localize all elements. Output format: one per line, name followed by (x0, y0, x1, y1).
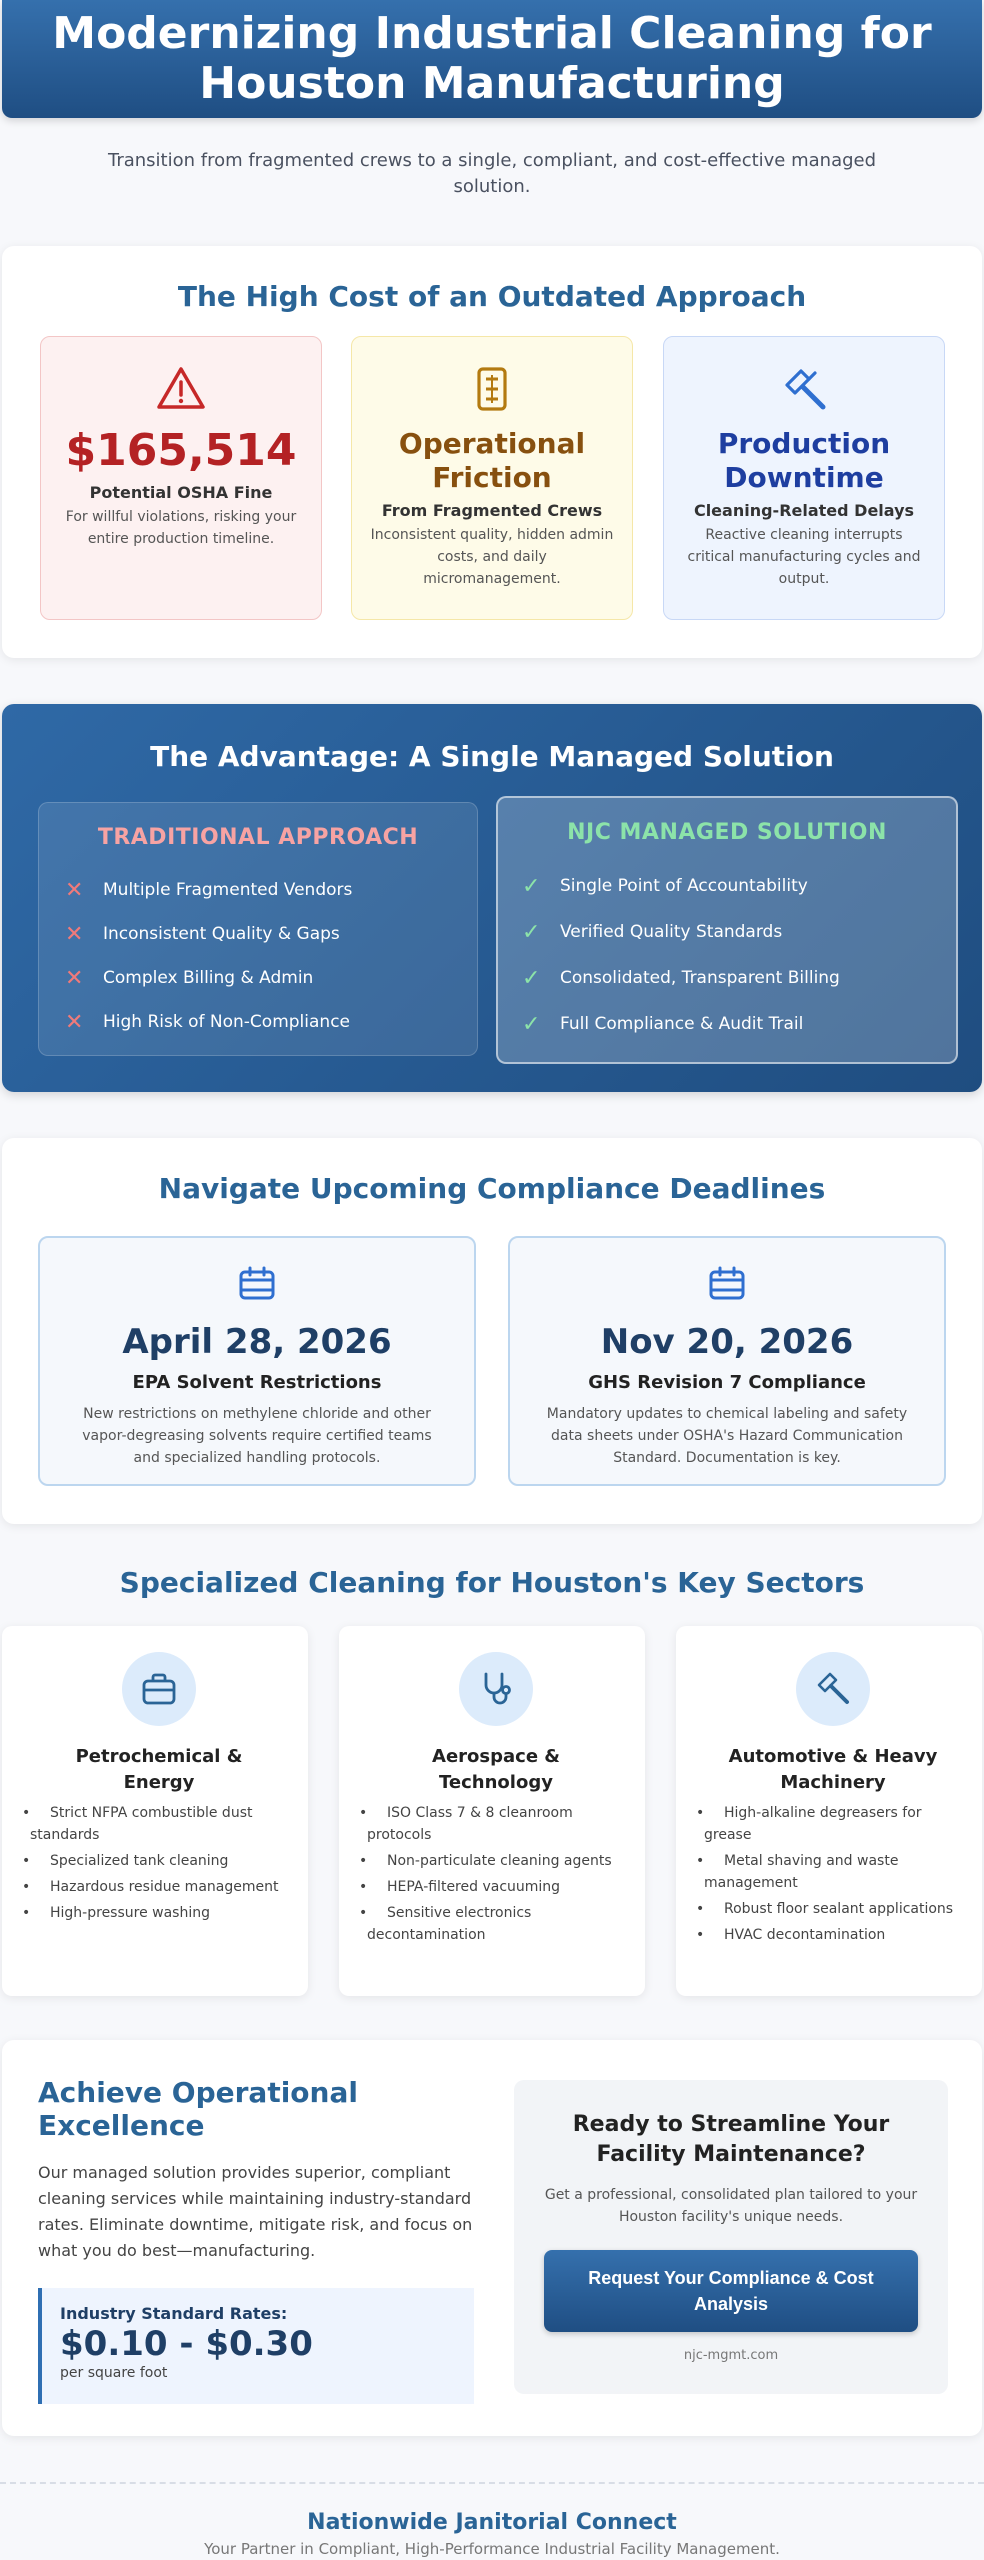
list-item-label: Complex Billing & Admin (103, 968, 314, 988)
operational-friction-title: Operational Friction (398, 427, 586, 494)
list-item: • Hazardous residue management (30, 1876, 288, 1898)
list-item-label: Single Point of Accountability (560, 876, 808, 896)
stethoscope-icon (459, 1652, 533, 1726)
operational-friction-desc: Inconsistent quality, hidden admin costs, and daily micromanagement. (370, 527, 614, 587)
excellence-copy (38, 2076, 474, 2404)
list-item (498, 863, 956, 909)
sectors-title: Specialized Cleaning for Houston's Key Sectors (119, 1566, 865, 1599)
advantage-section (2, 704, 982, 1092)
sector-card-aerospace (339, 1626, 645, 1996)
list-item (498, 909, 956, 955)
deadline-date: April 28, 2026 (122, 1322, 392, 1362)
sector-list (367, 1802, 625, 1946)
excellence-body: Our managed solution provides superior, compliant cleaning services while maintaining industry-standard rates. Eliminate downtime, mitigate risk, and focus on what you do best—manufacturing. (38, 2163, 473, 2260)
list-item-label: Consolidated, Transparent Billing (560, 968, 840, 988)
list-item: • Robust floor sealant applications (704, 1898, 962, 1920)
calendar-icon (540, 1264, 914, 1308)
hammer-icon (682, 365, 926, 415)
rate-label: Industry Standard Rates: (60, 2304, 288, 2323)
traditional-approach-heading: TRADITIONAL APPROACH (97, 825, 419, 850)
deadline-title: EPA Solvent Restrictions (132, 1372, 382, 1393)
deadline-desc: Mandatory updates to chemical labeling and safety data sheets under OSHA's Hazard Communication Standard. Documentation is key. (546, 1406, 908, 1466)
production-downtime-title: Production Downtime (717, 427, 891, 494)
sector-list (30, 1802, 288, 1924)
njc-solution-list (498, 863, 956, 1047)
list-item (39, 868, 477, 912)
footer-divider (0, 2482, 984, 2484)
list-item: • ISO Class 7 & 8 cleanroom protocols (367, 1802, 625, 1846)
check-icon: ✓ (522, 965, 541, 991)
production-downtime-label: Cleaning-Related Delays (693, 501, 915, 520)
x-icon: ✕ (65, 1009, 84, 1035)
list-item: • High-alkaline degreasers for grease (704, 1802, 962, 1846)
list-item (498, 955, 956, 1001)
rate-box (38, 2288, 474, 2404)
deadlines-title: Navigate Upcoming Compliance Deadlines (158, 1172, 826, 1205)
sector-title: Automotive & Heavy Machinery (728, 1746, 938, 1793)
request-analysis-button[interactable]: Request Your Compliance & Cost Analysis (544, 2250, 918, 2332)
cta-panel (514, 2080, 948, 2394)
excellence-title: Achieve Operational Excellence (38, 2076, 358, 2142)
x-icon: ✕ (65, 877, 84, 903)
osha-fine-label: Potential OSHA Fine (89, 483, 273, 502)
deadline-card-ghs (508, 1236, 946, 1486)
cost-section (2, 246, 982, 658)
clipboard-icon (370, 365, 614, 415)
operational-friction-card (351, 336, 633, 620)
njc-solution-heading: NJC MANAGED SOLUTION (567, 820, 887, 845)
sector-card-petrochemical (2, 1626, 308, 1996)
osha-fine-desc: For willful violations, risking your entire production timeline. (65, 509, 297, 547)
production-downtime-desc: Reactive cleaning interrupts critical manufacturing cycles and output. (687, 527, 921, 587)
osha-fine-amount: $165,514 (65, 425, 297, 476)
list-item: • Metal shaving and waste management (704, 1850, 962, 1894)
x-icon: ✕ (65, 921, 84, 947)
deadlines-section (2, 1138, 982, 1524)
rate-value: $0.10 - $0.30 (60, 2324, 313, 2364)
operational-friction-label: From Fragmented Crews (381, 501, 603, 520)
calendar-icon (70, 1264, 444, 1308)
sector-title: Petrochemical & Energy (75, 1746, 243, 1793)
page-title: Modernizing Industrial Cleaning for Houston Manufacturing (52, 8, 932, 109)
x-icon: ✕ (65, 965, 84, 991)
footer-company-name: Nationwide Janitorial Connect (307, 2510, 677, 2535)
list-item (498, 1001, 956, 1047)
njc-solution-panel (496, 796, 958, 1064)
sector-title: Aerospace & Technology (432, 1746, 560, 1793)
list-item: • Non-particulate cleaning agents (367, 1850, 625, 1872)
list-item (39, 912, 477, 956)
list-item: • HEPA-filtered vacuuming (367, 1876, 625, 1898)
check-icon: ✓ (522, 873, 541, 899)
list-item-label: Verified Quality Standards (560, 922, 783, 942)
deadline-card-epa (38, 1236, 476, 1486)
page-subtitle: Transition from fragmented crews to a single, compliant, and cost-effective managed solution. (107, 150, 877, 197)
sector-list (704, 1802, 962, 1946)
cta-title: Ready to Streamline Your Facility Maintenance? (572, 2112, 890, 2167)
deadline-title: GHS Revision 7 Compliance (588, 1372, 866, 1393)
sector-card-automotive (676, 1626, 982, 1996)
cta-desc: Get a professional, consolidated plan tailored to your Houston facility's unique needs. (544, 2187, 918, 2225)
deadline-date: Nov 20, 2026 (600, 1322, 854, 1362)
traditional-approach-list (39, 868, 477, 1044)
hammer-icon (796, 1652, 870, 1726)
website-link[interactable]: njc-mgmt.com (683, 2348, 779, 2363)
excellence-section (2, 2040, 982, 2436)
list-item: • Specialized tank cleaning (30, 1850, 288, 1872)
rate-unit: per square foot (60, 2365, 168, 2381)
list-item: • Strict NFPA combustible dust standards (30, 1802, 288, 1846)
check-icon: ✓ (522, 1011, 541, 1037)
list-item: • High-pressure washing (30, 1902, 288, 1924)
footer-tagline: Your Partner in Compliant, High-Performance Industrial Facility Management. (204, 2540, 780, 2558)
list-item-label: Multiple Fragmented Vendors (103, 880, 353, 900)
briefcase-icon (122, 1652, 196, 1726)
deadline-desc: New restrictions on methylene chloride and other vapor-degreasing solvents require certified teams and specialized handling protocols. (82, 1406, 432, 1466)
list-item (39, 1000, 477, 1044)
list-item: • Sensitive electronics decontamination (367, 1902, 625, 1946)
advantage-title: The Advantage: A Single Managed Solution (150, 740, 834, 773)
list-item-label: High Risk of Non-Compliance (103, 1012, 350, 1032)
hero-banner (2, 0, 982, 118)
check-icon: ✓ (522, 919, 541, 945)
list-item: • HVAC decontamination (704, 1924, 962, 1946)
list-item-label: Inconsistent Quality & Gaps (103, 924, 340, 944)
production-downtime-card (663, 336, 945, 620)
traditional-approach-panel (38, 802, 478, 1056)
warning-triangle-icon (59, 365, 303, 415)
cost-section-title: The High Cost of an Outdated Approach (177, 280, 807, 313)
list-item-label: Full Compliance & Audit Trail (560, 1014, 804, 1034)
osha-fine-card (40, 336, 322, 620)
list-item (39, 956, 477, 1000)
